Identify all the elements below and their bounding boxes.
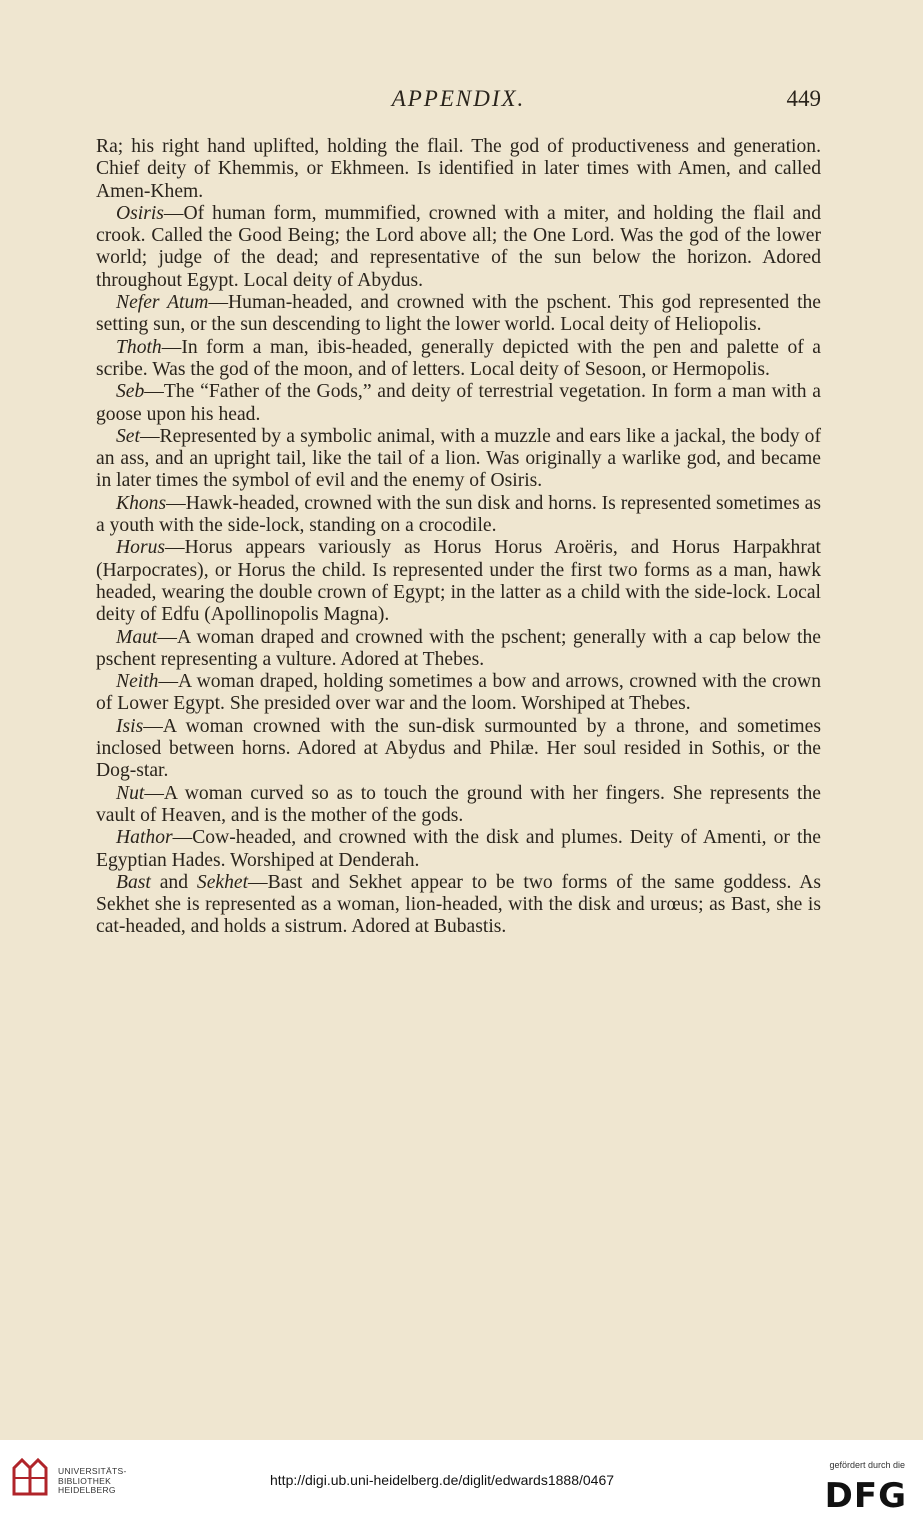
deity-name: Hathor <box>116 827 173 849</box>
paragraph: Ra; his right hand uplifted, holding the flail. The god of productiveness and generation. Chief deity of Khemmis, or Ekhmeen. Is identified in later times with Amen, and called Amen-Khem. <box>96 136 821 202</box>
paragraph: Isis—A woman crowned with the sun-disk surmounted by a throne, and sometimes inclosed between horns. Adored at Abydus and Philæ. Her soul resided in Sothis, or the Dog-star. <box>96 715 821 782</box>
deity-name: Isis <box>116 715 144 737</box>
deity-name: Seb <box>116 381 145 403</box>
deity-name: Horus <box>116 537 165 559</box>
paragraph: Seb—The “Father of the Gods,” and deity of terrestrial vegetation. In form a man with a goose upon his head. <box>96 381 821 425</box>
deity-name: Neith <box>116 671 159 693</box>
deity-name: Nefer Atum <box>116 292 209 314</box>
paragraph: Osiris—Of human form, mummified, crowned with a miter, and holding the flail and crook. Called the Good Being; the Lord above all; the One Lord. Was the god of the lower world; judge of the dead; and representative of the sun below the horizon. Adored throughout Egypt. Local deity of Abydus. <box>96 202 821 291</box>
deity-name: Nut <box>116 782 145 804</box>
digitization-footer <box>0 1440 923 1518</box>
paragraph: Neith—A woman draped, holding sometimes a bow and arrows, crowned with the crown of Lower Egypt. She presided over war and the loom. Worshiped at Thebes. <box>96 671 821 715</box>
paragraph: Nut—A woman curved so as to touch the ground with her fingers. She represents the vault of Heaven, and is the mother of the gods. <box>96 782 821 826</box>
dfg-logo: DFG <box>824 1476 907 1516</box>
sponsor-label: gefördert durch die <box>829 1460 905 1470</box>
paragraph: Khons—Hawk-headed, crowned with the sun disk and horns. Is represented sometimes as a youth with the side-lock, standing on a crocodile. <box>96 492 821 537</box>
running-title: APPENDIX. <box>391 86 526 111</box>
running-header <box>96 86 821 116</box>
body-text <box>96 136 821 939</box>
library-name: UNIVERSITÄTS- BIBLIOTHEK HEIDELBERG <box>58 1466 127 1495</box>
paragraph: Set—Represented by a symbolic animal, with a muzzle and ears like a jackal, the body of an ass, and an upright tail, like the tail of a lion. Was originally a warlike god, and became in later times the symbol of evil and the enemy of Osiris. <box>96 425 821 492</box>
paragraph: Hathor—Cow-headed, and crowned with the disk and plumes. Deity of Amenti, or the Egyptian Hades. Worshiped at Denderah. <box>96 827 821 871</box>
deity-name: Sekhet <box>196 871 249 893</box>
paragraph: Horus—Horus appears variously as Horus Horus Aroëris, and Horus Harpakhrat (Harpocrates), or Horus the child. Is represented under the first two forms as a man, hawk headed, wearing the double crown of Egypt; in the latter as a child with the side-lock. Local deity of Edfu (Apollinopolis Magna). <box>96 537 821 626</box>
deity-name: Set <box>116 425 140 447</box>
deity-name: Bast <box>116 871 151 893</box>
paragraph: Bast and Sekhet—Bast and Sekhet appear to be two forms of the same goddess. As Sekhet she is represented as a woman, lion-headed, with the disk and urœus; as Bast, she is cat-headed, and holds a sistrum. Adored at Bubastis. <box>96 871 821 938</box>
page-number: 449 <box>786 86 821 111</box>
heidelberg-library-icon <box>8 1454 52 1505</box>
deity-name: Maut <box>116 626 158 648</box>
paragraph: Thoth—In form a man, ibis-headed, generally depicted with the pen and palette of a scribe. Was the god of the moon, and of letters. Local deity of Sesoon, or Hermopolis. <box>96 336 821 380</box>
paragraph: Nefer Atum—Human-headed, and crowned with the pschent. This god represented the setting sun, or the sun descending to light the lower world. Local deity of Heliopolis. <box>96 292 822 336</box>
permalink-url[interactable]: http://digi.ub.uni-heidelberg.de/diglit/edwards1888/0467 <box>270 1472 615 1488</box>
paragraph: Maut—A woman draped and crowned with the pschent; generally with a cap below the pschent representing a vulture. Adored at Thebes. <box>96 626 821 670</box>
deity-name: Khons <box>116 492 167 514</box>
deity-name: Thoth <box>116 336 162 358</box>
deity-name: Osiris <box>116 202 164 224</box>
